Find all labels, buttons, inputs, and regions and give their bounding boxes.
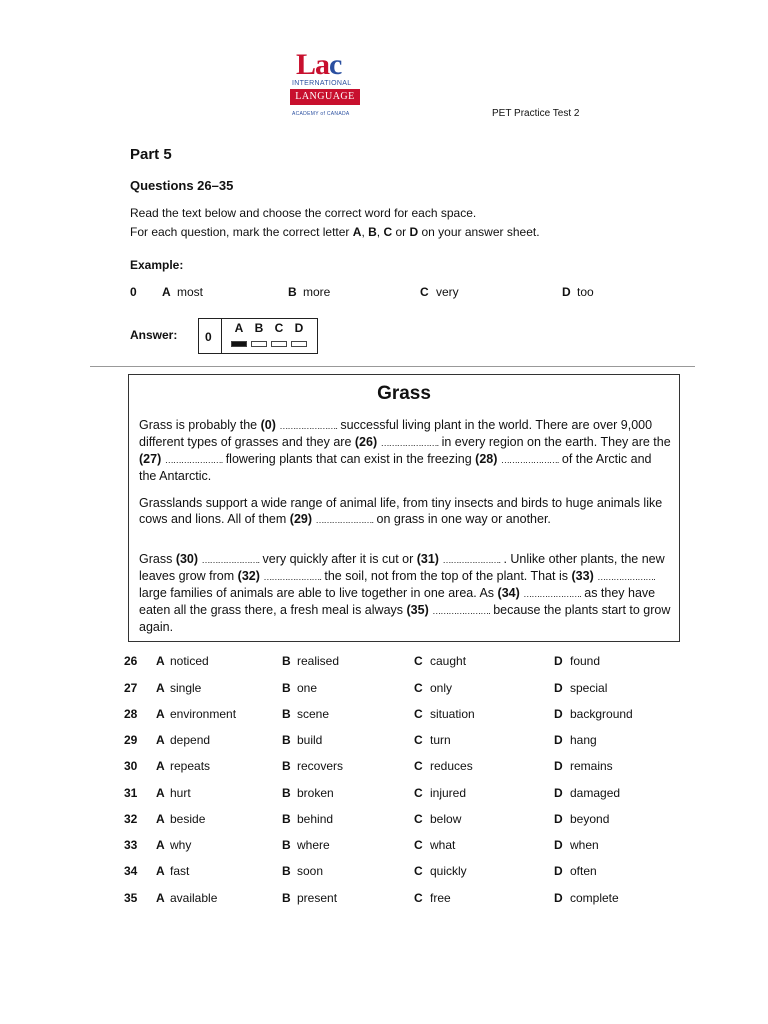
answer-label: Answer: (130, 328, 178, 342)
logo-subtitle: ACADEMY of CANADA (292, 111, 350, 117)
text-title: Grass (377, 383, 431, 404)
logo-language-bar: LANGUAGE (290, 89, 360, 105)
reading-text-box (128, 374, 680, 642)
school-logo (290, 50, 362, 122)
example-option-c: very (436, 285, 459, 299)
question-row-28: 28 A environment B scene C situation D background (124, 707, 633, 721)
paragraph-2: Grasslands support a wide range of animal life, from tiny insects and birds to huge animals like cows and lions. All of them (29) …………………. on grass in one way or another. (139, 496, 663, 526)
answer-number: 0 (205, 330, 212, 344)
answer-letter-a: A (234, 321, 244, 335)
answer-letters (229, 321, 309, 335)
answer-bubble-c (271, 341, 287, 347)
answer-letter-d: D (294, 321, 304, 335)
example-answer-box (198, 318, 318, 354)
logo-international: INTERNATIONAL (292, 80, 352, 87)
question-row-34: 34 A fast B soon C quickly D often (124, 864, 597, 878)
divider-line (90, 366, 695, 367)
example-number: 0 (130, 285, 137, 299)
question-row-27: 27 A single B one C only D special (124, 681, 608, 695)
paragraph-3: Grass (30) …………………. very quickly after it is cut or (31) …………………. . Unlike other plants, the new leaves grow from (32) …………………. the soil, not from the top of the plant. That is (33) …………………. large families of animals are able to live together in one area. As (34) …………………. as they have eaten all the grass there, a fresh meal is always (35) …………………. because the plants start to grow again. (139, 552, 671, 634)
logo-mark: Lac (296, 48, 342, 81)
question-row-33: 33 A why B where C what D when (124, 838, 599, 852)
question-row-29: 29 A depend B build C turn D hang (124, 733, 597, 747)
questions-range: Questions 26–35 (130, 178, 234, 193)
question-row-30: 30 A repeats B recovers C reduces D remains (124, 759, 613, 773)
example-letter-d: D (562, 285, 571, 299)
example-letter-a: A (162, 285, 171, 299)
instruction-line-1: Read the text below and choose the correct word for each space. (130, 206, 477, 220)
answer-divider (221, 319, 222, 353)
question-row-26: 26 A noticed B realised C caught D found (124, 654, 601, 668)
example-option-d: too (577, 285, 594, 299)
example-option-a: most (177, 285, 204, 299)
example-option-b: more (303, 285, 331, 299)
question-row-32: 32 A beside B behind C below D beyond (124, 812, 610, 826)
example-letter-c: C (420, 285, 429, 299)
instruction-line-2: For each question, mark the correct letter A, B, C or D on your answer sheet. (130, 225, 540, 239)
paragraph-1: Grass is probably the (0) …………………. successful living plant in the world. There are over 9,000 different types of grasses and they are (26) …………………. in every region on the earth. They are the (27) …………………. flowering plants that can exist in the freezing (28) …………………. of the Arctic and the Antarctic. (139, 418, 671, 483)
question-row-31: 31 A hurt B broken C injured D damaged (124, 786, 621, 800)
answer-bubble-b (251, 341, 267, 347)
example-row (130, 285, 630, 303)
answer-bubble-d (291, 341, 307, 347)
example-letter-b: B (288, 285, 297, 299)
answer-bubble-a (231, 341, 247, 347)
example-label: Example: (130, 258, 184, 272)
part-title: Part 5 (130, 146, 172, 163)
answer-letter-b: B (254, 321, 264, 335)
question-row-35: 35 A available B present C free D complete (124, 891, 619, 905)
test-name: PET Practice Test 2 (492, 108, 580, 119)
answer-letter-c: C (274, 321, 284, 335)
